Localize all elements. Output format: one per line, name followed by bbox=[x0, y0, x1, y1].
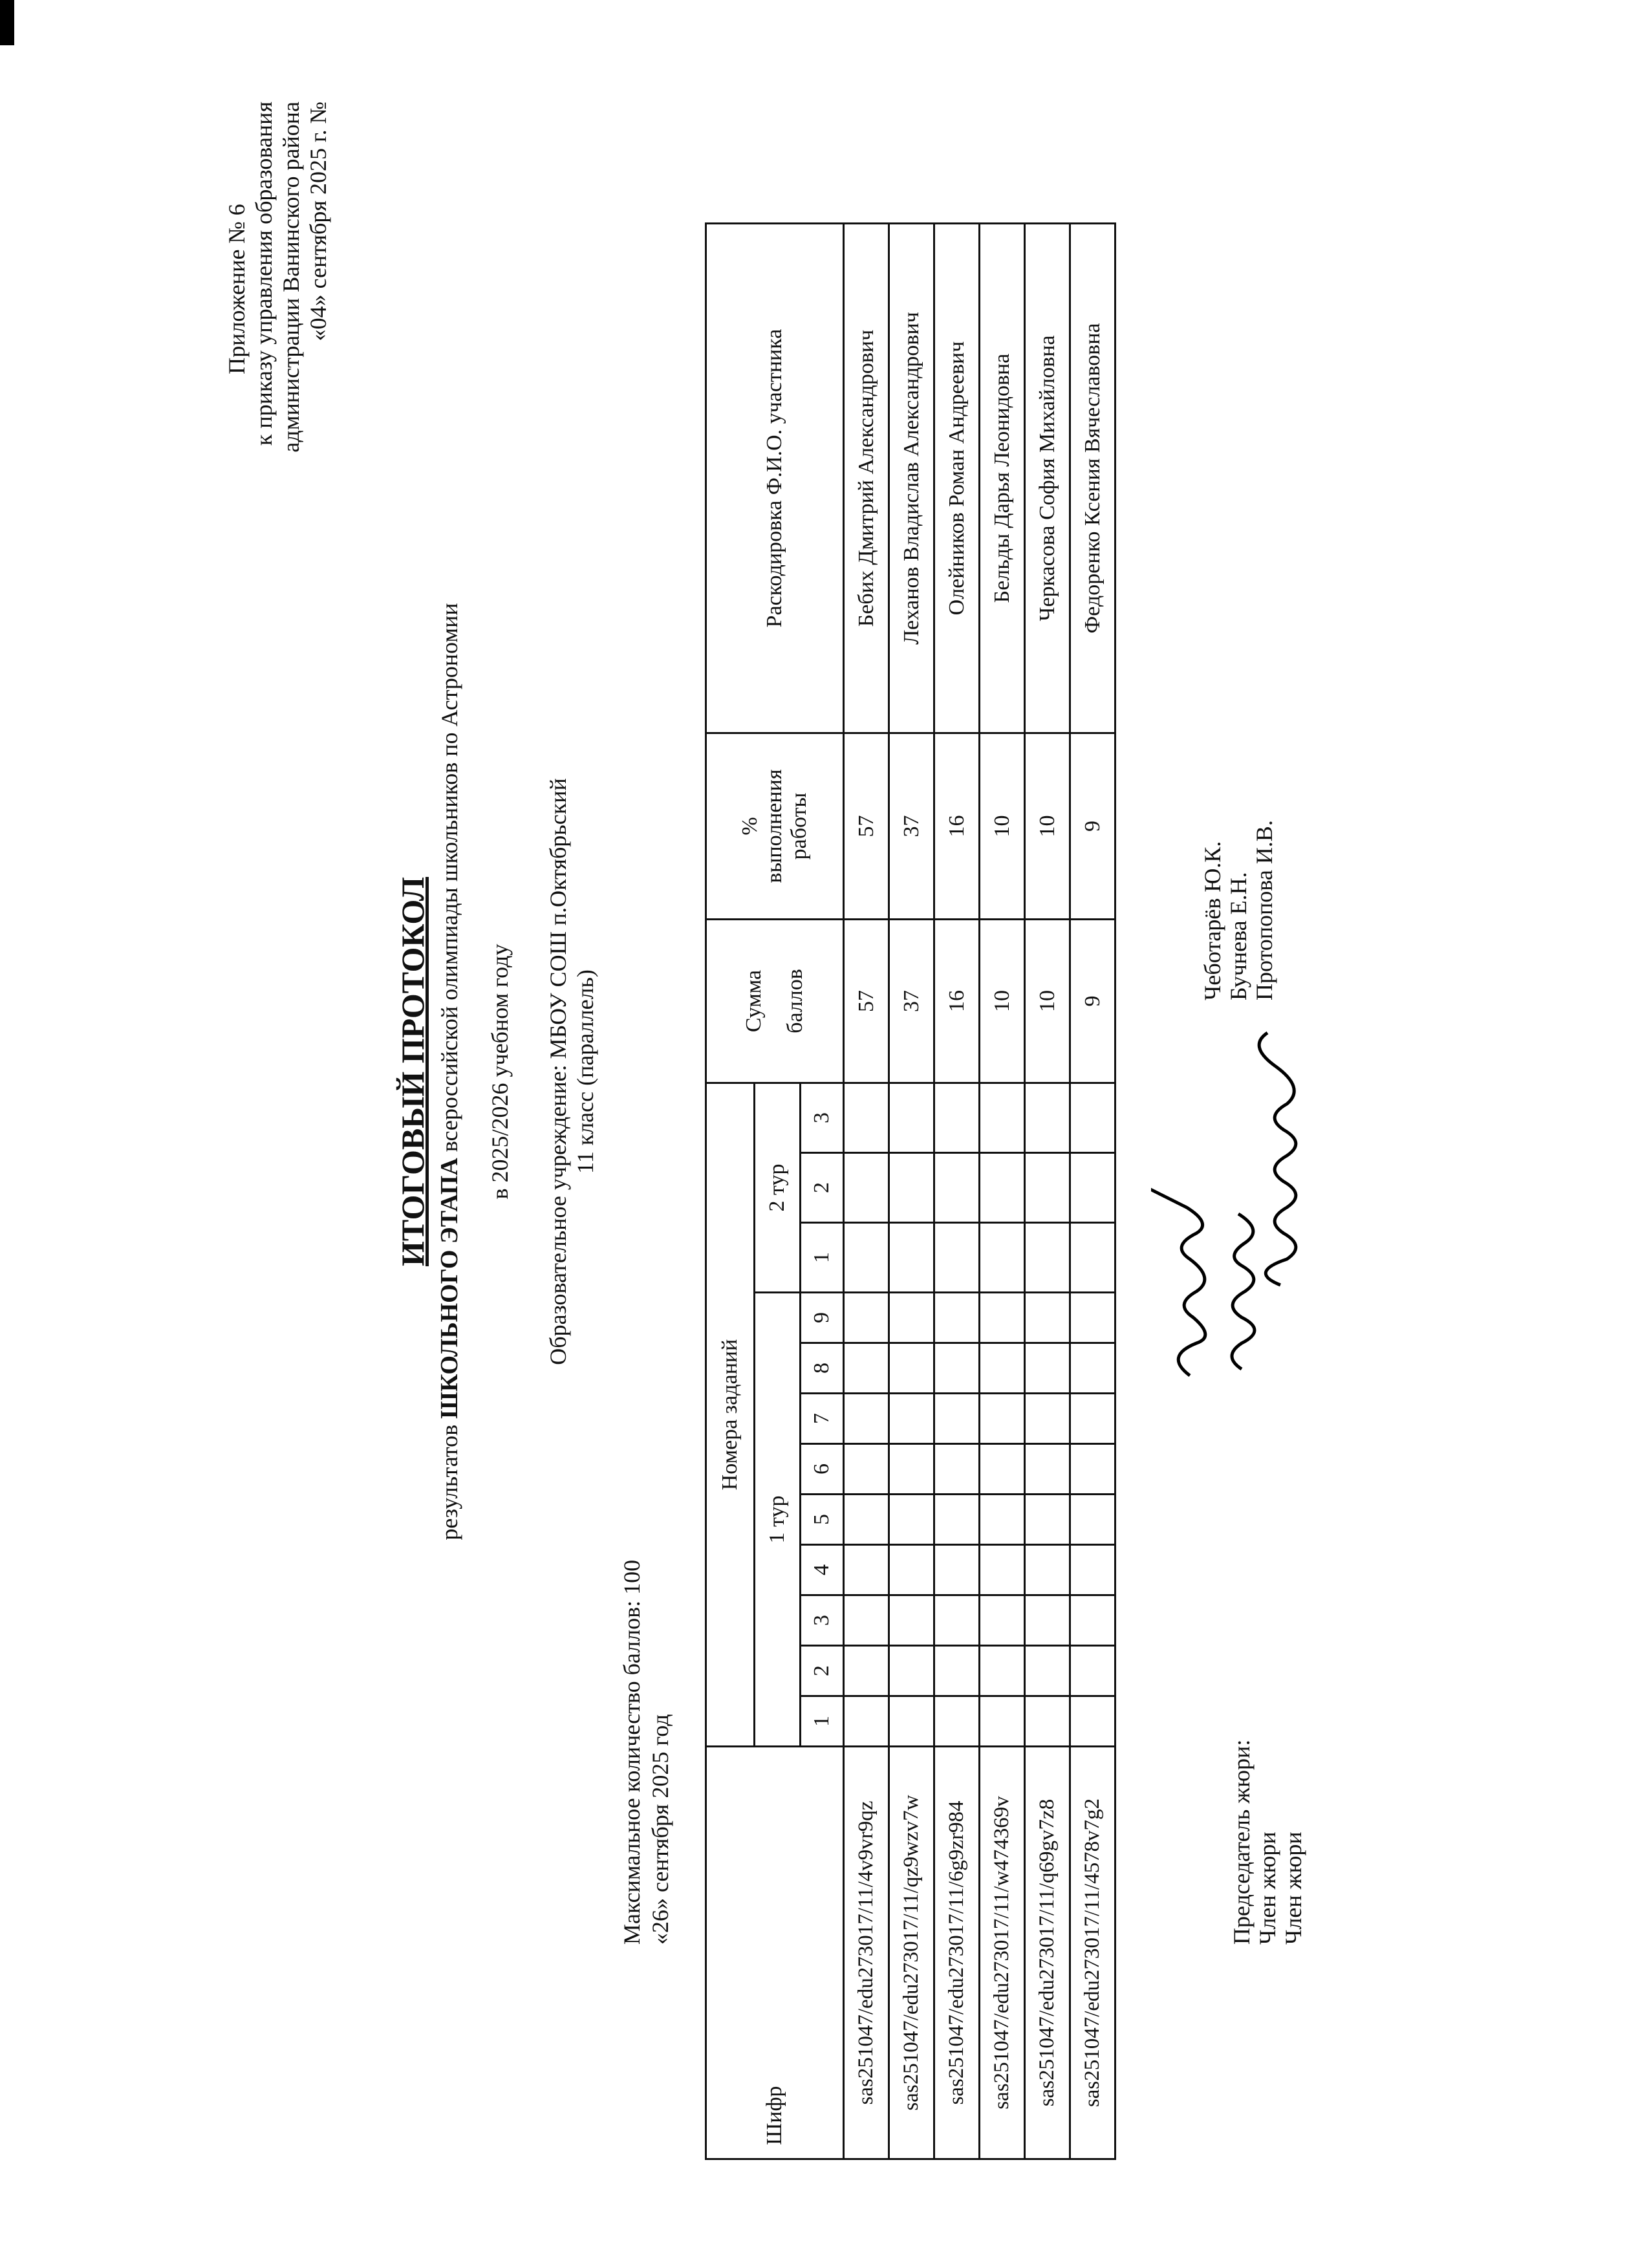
tour1-task-score-cell bbox=[1070, 1646, 1116, 1696]
jury-chair-name: Чеботарёв Ю.К. bbox=[1200, 841, 1225, 1000]
header-sum-line2: баллов bbox=[783, 969, 807, 1033]
table-body bbox=[844, 224, 1116, 2159]
table-row bbox=[1070, 224, 1116, 2159]
tour1-task-score-cell bbox=[1070, 1343, 1116, 1394]
tour1-task-score-cell bbox=[844, 1495, 889, 1545]
table-row bbox=[889, 224, 934, 2159]
tour1-task-score-cell bbox=[934, 1495, 980, 1545]
tour1-task-score-cell bbox=[980, 1343, 1025, 1394]
header-name: Раскодировка Ф.И.О. участника bbox=[706, 224, 844, 733]
appendix-date: «04» сентября 2025 г. № bbox=[305, 102, 331, 341]
sum-cell: 37 bbox=[889, 920, 934, 1083]
header-cipher: Шифр bbox=[706, 1747, 844, 2159]
tour1-task-score-cell bbox=[980, 1545, 1025, 1595]
header-row-1 bbox=[706, 224, 755, 2159]
header-tour2: 2 тур bbox=[755, 1083, 801, 1293]
tour1-task-score-cell bbox=[889, 1646, 934, 1696]
tour1-task-score-cell bbox=[889, 1343, 934, 1394]
cipher-cell: sas251047/edu273017/11/4578v7g2 bbox=[1070, 1747, 1116, 2159]
tour1-task-score-cell bbox=[980, 1293, 1025, 1343]
scan-corner-mark bbox=[0, 0, 14, 45]
tour2-task-score-cell bbox=[1025, 1083, 1070, 1153]
cipher-cell: sas251047/edu273017/11/6g9zr984 bbox=[934, 1747, 980, 2159]
tour2-task-score-cell bbox=[1070, 1083, 1116, 1153]
subtitle-stage: ШКОЛЬНОГО ЭТАПА bbox=[436, 1158, 463, 1419]
header-pct-line3: работы bbox=[787, 792, 811, 860]
tour1-task-score-cell bbox=[1070, 1595, 1116, 1646]
name-cell: Бебих Дмитрий Александрович bbox=[844, 224, 889, 733]
name-cell: Леханов Владислав Александрович bbox=[889, 224, 934, 733]
tour1-task-score-cell bbox=[1070, 1545, 1116, 1595]
header-percent bbox=[706, 733, 844, 920]
jury-chair-label: Председатель жюри: bbox=[1229, 1739, 1255, 1945]
percent-cell: 37 bbox=[889, 733, 934, 920]
school-info bbox=[544, 457, 599, 1686]
header-tour1-task: 3 bbox=[801, 1595, 844, 1646]
tour2-task-score-cell bbox=[889, 1223, 934, 1293]
tour1-task-score-cell bbox=[934, 1444, 980, 1495]
header-tour1-task: 2 bbox=[801, 1646, 844, 1696]
name-cell: Олейников Роман Андреевич bbox=[934, 224, 980, 733]
header-tour1-task: 5 bbox=[801, 1495, 844, 1545]
tour1-task-score-cell bbox=[980, 1646, 1025, 1696]
jury-member1-label: Член жюри bbox=[1255, 1831, 1280, 1945]
tour1-task-score-cell bbox=[934, 1343, 980, 1394]
name-cell: Бельды Дарья Леонидовна bbox=[980, 224, 1025, 733]
tour1-task-score-cell bbox=[844, 1696, 889, 1747]
table-row bbox=[844, 224, 889, 2159]
tour1-task-score-cell bbox=[934, 1293, 980, 1343]
header-tour1-task: 7 bbox=[801, 1394, 844, 1444]
tour1-task-score-cell bbox=[889, 1545, 934, 1595]
tour2-task-score-cell bbox=[844, 1083, 889, 1153]
tour1-task-score-cell bbox=[1025, 1444, 1070, 1495]
tour2-task-score-cell bbox=[844, 1223, 889, 1293]
table-row bbox=[980, 224, 1025, 2159]
tour1-task-score-cell bbox=[889, 1595, 934, 1646]
header-tour1-task: 6 bbox=[801, 1444, 844, 1495]
academic-year: в 2025/2026 учебном году bbox=[487, 944, 513, 1200]
percent-cell: 9 bbox=[1070, 733, 1116, 920]
tour2-task-score-cell bbox=[980, 1153, 1025, 1223]
cipher-cell: sas251047/edu273017/11/qz9wzv7w bbox=[889, 1747, 934, 2159]
tour1-task-score-cell bbox=[1025, 1595, 1070, 1646]
table-row bbox=[934, 224, 980, 2159]
tour1-task-score-cell bbox=[980, 1495, 1025, 1545]
tour1-task-score-cell bbox=[980, 1444, 1025, 1495]
header-tour1-task: 9 bbox=[801, 1293, 844, 1343]
tour2-task-score-cell bbox=[934, 1153, 980, 1223]
sum-cell: 10 bbox=[980, 920, 1025, 1083]
tour2-task-score-cell bbox=[980, 1223, 1025, 1293]
tour1-task-score-cell bbox=[1070, 1444, 1116, 1495]
tour1-task-score-cell bbox=[889, 1696, 934, 1747]
header-sum bbox=[706, 920, 844, 1083]
tour1-task-score-cell bbox=[1025, 1394, 1070, 1444]
tour2-task-score-cell bbox=[889, 1153, 934, 1223]
header-tour2-task: 3 bbox=[801, 1083, 844, 1153]
percent-cell: 16 bbox=[934, 733, 980, 920]
header-tour1: 1 тур bbox=[755, 1293, 801, 1747]
appendix-administration: администрации Ванинского района bbox=[278, 102, 304, 453]
tour1-task-score-cell bbox=[889, 1394, 934, 1444]
tour1-task-score-cell bbox=[844, 1444, 889, 1495]
tour1-task-score-cell bbox=[1025, 1293, 1070, 1343]
name-cell: Федоренко Ксения Вячеславовна bbox=[1070, 224, 1116, 733]
tour1-task-score-cell bbox=[844, 1394, 889, 1444]
signature-chair bbox=[1151, 1188, 1205, 1376]
sum-cell: 9 bbox=[1070, 920, 1116, 1083]
tour1-task-score-cell bbox=[1025, 1545, 1070, 1595]
results-table bbox=[705, 222, 1116, 2160]
appendix-order: к приказу управления образования bbox=[251, 102, 277, 446]
title-block bbox=[394, 457, 599, 1686]
jury-member2-label: Член жюри bbox=[1280, 1831, 1306, 1945]
tour1-task-score-cell bbox=[844, 1343, 889, 1394]
page-subtitle bbox=[436, 457, 463, 1686]
tour1-task-score-cell bbox=[844, 1595, 889, 1646]
tour1-task-score-cell bbox=[1070, 1394, 1116, 1444]
tour1-task-score-cell bbox=[934, 1646, 980, 1696]
tour1-task-score-cell bbox=[980, 1595, 1025, 1646]
cipher-cell: sas251047/edu273017/11/q69gv7z8 bbox=[1025, 1747, 1070, 2159]
table-row bbox=[1025, 224, 1070, 2159]
signature-member1 bbox=[1232, 1214, 1255, 1369]
tour2-task-score-cell bbox=[980, 1083, 1025, 1153]
max-score: Максимальное количество баллов: 100 bbox=[619, 1559, 645, 1945]
jury-member1-name: Бучнева Е.Н. bbox=[1225, 872, 1251, 1000]
tour2-task-score-cell bbox=[1025, 1153, 1070, 1223]
protocol-date: «26» сентября 2025 год bbox=[647, 1714, 673, 1945]
sum-cell: 16 bbox=[934, 920, 980, 1083]
tour1-task-score-cell bbox=[1070, 1495, 1116, 1545]
tour1-task-score-cell bbox=[889, 1495, 934, 1545]
name-cell: Черкасова София Михайловна bbox=[1025, 224, 1070, 733]
tour1-task-score-cell bbox=[1025, 1343, 1070, 1394]
sum-cell: 10 bbox=[1025, 920, 1070, 1083]
header-tour2-task: 2 bbox=[801, 1153, 844, 1223]
header-sum-line1: Сумма bbox=[742, 969, 766, 1033]
tour1-task-score-cell bbox=[844, 1545, 889, 1595]
subtitle-prefix: результатов bbox=[436, 1424, 462, 1540]
appendix-note bbox=[223, 102, 332, 477]
tour2-task-score-cell bbox=[934, 1223, 980, 1293]
tour1-task-score-cell bbox=[934, 1595, 980, 1646]
tour2-task-score-cell bbox=[844, 1153, 889, 1223]
percent-cell: 10 bbox=[980, 733, 1025, 920]
tour2-task-score-cell bbox=[1025, 1223, 1070, 1293]
tour1-task-score-cell bbox=[844, 1293, 889, 1343]
tour1-task-score-cell bbox=[934, 1545, 980, 1595]
jury-names bbox=[1200, 820, 1277, 1000]
tour1-task-score-cell bbox=[1025, 1696, 1070, 1747]
header-tour1-task: 4 bbox=[801, 1545, 844, 1595]
header-pct-line2: выполнения bbox=[762, 769, 786, 883]
signature-member2 bbox=[1259, 1033, 1296, 1285]
tour1-task-score-cell bbox=[934, 1696, 980, 1747]
tour1-task-score-cell bbox=[980, 1696, 1025, 1747]
max-score-block bbox=[618, 1560, 674, 1945]
tour1-task-score-cell bbox=[844, 1646, 889, 1696]
percent-cell: 10 bbox=[1025, 733, 1070, 920]
header-tour1-task: 8 bbox=[801, 1343, 844, 1394]
appendix-number: Приложение № 6 bbox=[224, 204, 250, 374]
tour1-task-score-cell bbox=[889, 1293, 934, 1343]
grade-label: 11 класс (параллель) bbox=[572, 969, 598, 1174]
header-tour2-task: 1 bbox=[801, 1223, 844, 1293]
header-tasks: Номера заданий bbox=[706, 1083, 755, 1747]
tour1-task-score-cell bbox=[889, 1444, 934, 1495]
tour2-task-score-cell bbox=[889, 1083, 934, 1153]
page-title: ИТОГОВЫЙ ПРОТОКОЛ bbox=[394, 876, 431, 1267]
cipher-cell: sas251047/edu273017/11/w474369v bbox=[980, 1747, 1025, 2159]
tour2-task-score-cell bbox=[1070, 1153, 1116, 1223]
tour1-task-score-cell bbox=[980, 1394, 1025, 1444]
tour1-task-score-cell bbox=[934, 1394, 980, 1444]
cipher-cell: sas251047/edu273017/11/4v9vr9qz bbox=[844, 1747, 889, 2159]
subtitle-suffix: всероссийской олимпиады школьников по Астрономии bbox=[436, 603, 462, 1152]
tour1-task-score-cell bbox=[1025, 1646, 1070, 1696]
jury-member2-name: Протопопова И.В. bbox=[1251, 820, 1277, 1000]
header-tour1-task: 1 bbox=[801, 1696, 844, 1747]
tour1-task-score-cell bbox=[1025, 1495, 1070, 1545]
tour1-task-score-cell bbox=[1070, 1696, 1116, 1747]
percent-cell: 57 bbox=[844, 733, 889, 920]
tour2-task-score-cell bbox=[1070, 1223, 1116, 1293]
sum-cell: 57 bbox=[844, 920, 889, 1083]
tour1-task-score-cell bbox=[1070, 1293, 1116, 1343]
header-pct-line1: % bbox=[738, 817, 762, 836]
school-name: Образовательное учреждение: МБОУ СОШ п.Октябрьский bbox=[545, 778, 571, 1365]
jury-labels bbox=[1229, 1740, 1306, 1945]
tour2-task-score-cell bbox=[934, 1083, 980, 1153]
